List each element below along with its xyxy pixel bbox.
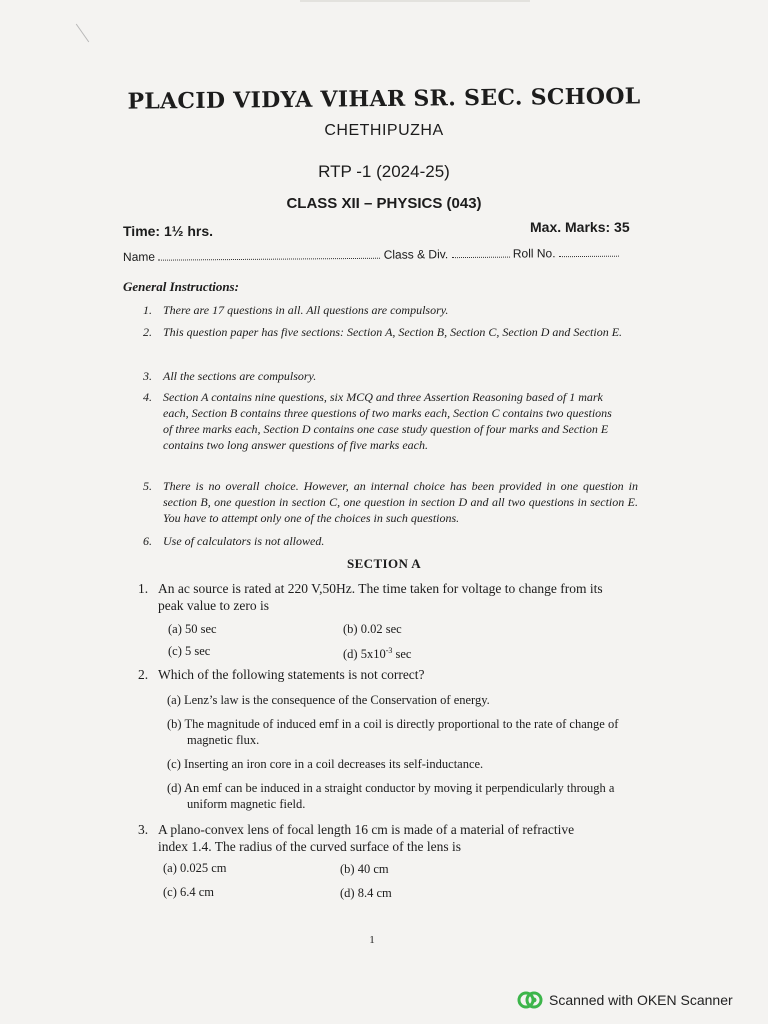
roll-label: Roll No. <box>512 246 556 261</box>
student-details-line <box>123 246 638 264</box>
option-c: (c) 5 sec <box>168 644 211 658</box>
page-number: 1 <box>369 934 375 946</box>
option-b: (b) The magnitude of induced emf in a coil is directly proportional to the rate of change of magnetic flux. <box>167 717 619 747</box>
class-subject: CLASS XII – PHYSICS (043) <box>286 195 482 212</box>
instructions-title: General Instructions: <box>123 279 239 294</box>
option-a: (a) Lenz’s law is the consequence of the Conservation of energy. <box>167 693 490 707</box>
class-div-blank <box>451 247 509 259</box>
question-3: 3. A plano-convex lens of focal length 16 cm is made of a material of refractive index 1.4. The radius of the curved surface of the lens is <box>138 822 575 854</box>
paper-scratch-mark <box>76 24 89 43</box>
option-d: (d) $5x10^{-3}$ sec <box>343 646 412 662</box>
instruction-item: 1. There are 17 questions in all. All questions are compulsory. <box>143 303 449 317</box>
max-marks: Max. Marks: 35 <box>530 219 630 235</box>
option-c: (c) Inserting an iron core in a coil decreases its self-inductance. <box>167 757 484 771</box>
school-name: PLACID VIDYA VIHAR SR. SEC. SCHOOL <box>127 83 641 115</box>
question-text: A plano-convex lens of focal length 16 cm is made of a material of refractive index 1.4. The radius of the curved surface of the lens is <box>158 822 575 854</box>
school-town: CHETHIPUZHA <box>324 122 444 139</box>
section-a-title: SECTION A <box>346 556 422 571</box>
exam-time: Time: 1½ hrs. <box>123 223 214 239</box>
question-text: Which of the following statements is not correct? <box>158 667 425 682</box>
scanner-watermark <box>517 991 733 1012</box>
page-edge-line <box>300 0 530 2</box>
oken-logo-icon <box>517 991 543 1012</box>
name-label: Name <box>122 249 156 264</box>
question-2: 2. Which of the following statements is not correct? <box>138 667 425 682</box>
roll-blank <box>559 246 619 258</box>
instruction-item: 4. Section A contains nine questions, six MCQ and three Assertion Reasoning based of 1 mark each, Section B contains three questions of two marks each, Section C contains two questions of three marks each, Section D contains one case study question of four marks and Section E contains two long answer questions of five marks each. <box>143 390 612 452</box>
question-text: An ac source is rated at 220 V,50Hz. The time taken for voltage to change from its peak value to zero is <box>158 581 603 613</box>
option-b: (b) 0.02 sec <box>343 622 402 636</box>
option-a: (a) 50 sec <box>168 622 217 636</box>
class-div-label: Class & Div. <box>383 247 449 262</box>
instruction-item: 6. Use of calculators is not allowed. <box>143 534 325 548</box>
scanner-text: Scanned with OKEN Scanner <box>549 992 733 1009</box>
question-1: 1. An ac source is rated at 220 V,50Hz. The time taken for voltage to change from its peak value to zero is <box>138 581 603 613</box>
option-b: (b) 40 cm <box>340 862 389 876</box>
name-blank <box>158 248 380 261</box>
instruction-item: 2. This question paper has five sections: Section A, Section B, Section C, Section D and Section E. <box>143 325 623 339</box>
instruction-item: 3. All the sections are compulsory. <box>143 369 317 383</box>
instruction-item: 5. There is no overall choice. However, an internal choice has been provided in one question in section B, one question in section C, one question in section D and all two questions in section E. You have to attempt only one of the choices in such questions. <box>143 479 638 525</box>
option-a: (a) 0.025 cm <box>163 861 227 875</box>
option-d: (d) 8.4 cm <box>340 886 392 900</box>
exam-title: RTP -1 (2024-25) <box>318 162 450 181</box>
option-d: (d) An emf can be induced in a straight conductor by moving it perpendicularly through a uniform magnetic field. <box>167 781 615 811</box>
option-c: (c) 6.4 cm <box>163 885 215 899</box>
